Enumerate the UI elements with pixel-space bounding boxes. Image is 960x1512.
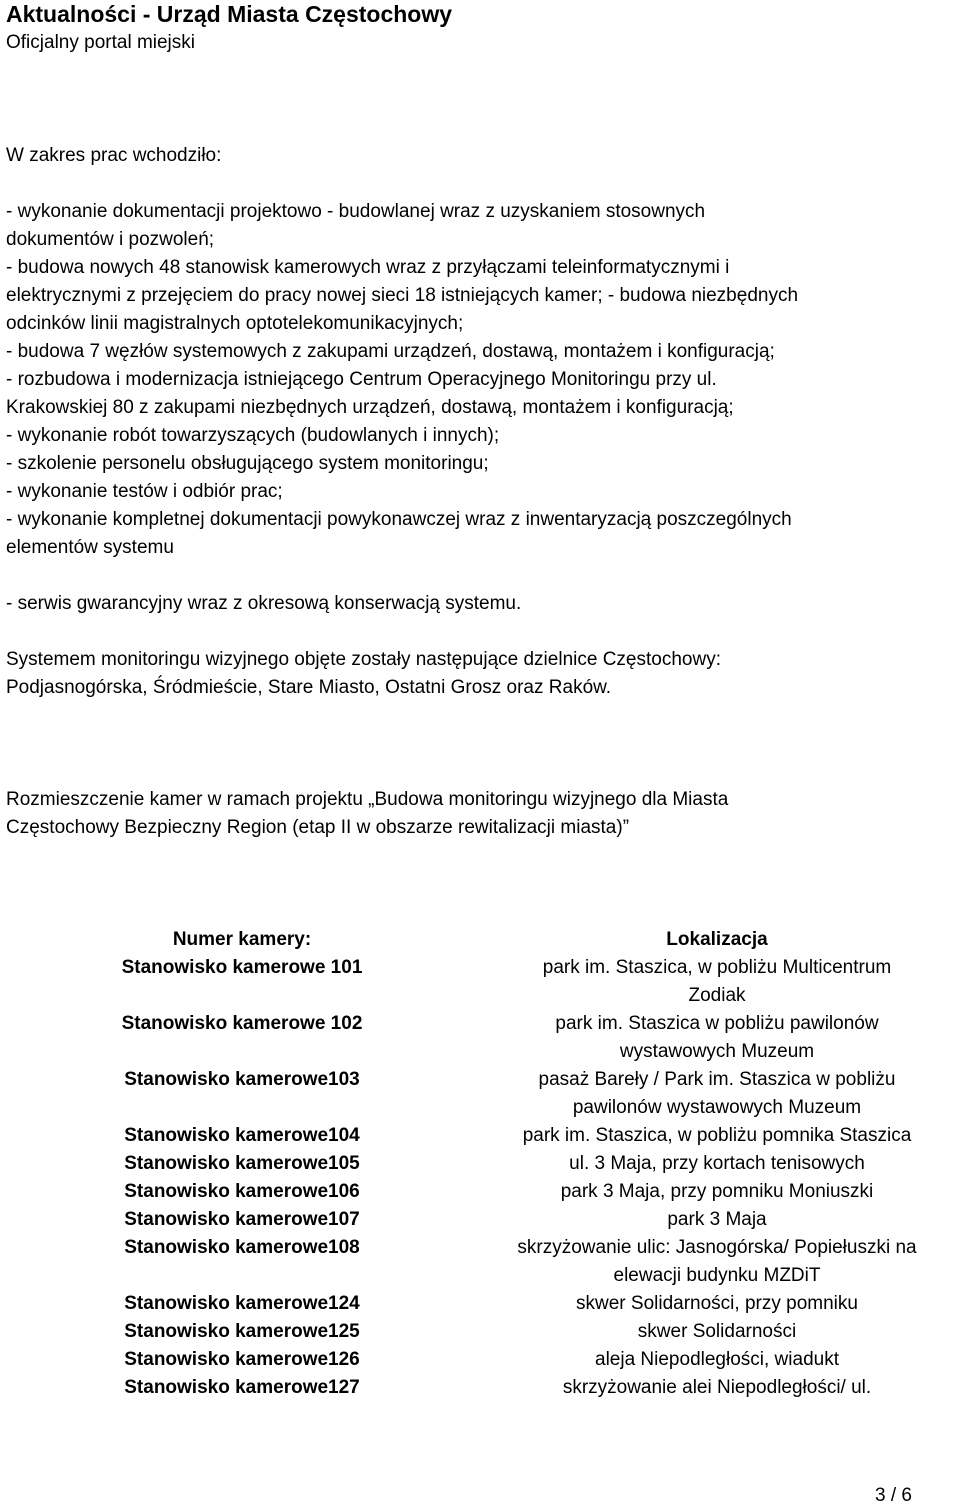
location-line: ul. 3 Maja, przy kortach tenisowych [569,1153,865,1174]
scope-line: - budowa nowych 48 stanowisk kamerowych wraz z przyłączami teleinformatycznymi i [6,257,730,278]
location-line: park im. Staszica, w pobliżu pomnika Staszica [522,1125,912,1146]
camera-location [478,1374,956,1402]
location-line: wystawowych Muzeum [619,1041,815,1062]
scope-line: - budowa 7 węzłów systemowych z zakupami urządzeń, dostawą, montażem i konfiguracją; [6,341,775,362]
camera-location [478,1122,956,1150]
districts-line: Systemem monitoringu wizyjnego objęte zostały następujące dzielnice Częstochowy: [6,649,721,670]
camera-name: Stanowisko kamerowe127 [124,1377,360,1398]
camera-name: Stanowisko kamerowe 101 [121,957,363,978]
scope-line: elektrycznymi z przejęciem do pracy nowej sieci 18 istniejących kamer; - budowa niezbędnych [6,285,799,306]
scope-line: - wykonanie kompletnej dokumentacji powykonawczej wraz z inwentaryzacją poszczególnych [6,509,792,530]
location-line: park 3 Maja [667,1209,767,1230]
camera-name: Stanowisko kamerowe 102 [121,1013,363,1034]
camera-name: Stanowisko kamerowe103 [124,1069,360,1090]
location-line: pawilonów wystawowych Muzeum [572,1097,862,1118]
camera-name: Stanowisko kamerowe104 [124,1125,360,1146]
scope-line: - wykonanie dokumentacji projektowo - budowlanej wraz z uzyskaniem stosownych [6,201,706,222]
scope-line: dokumentów i pozwoleń; [6,229,215,250]
location-line: elewacji budynku MZDiT [613,1265,821,1286]
scope-line: odcinków linii magistralnych optotelekomunikacyjnych; [6,313,464,334]
camera-location [478,1010,956,1066]
location-line: Zodiak [688,985,746,1006]
camera-location [478,1066,956,1122]
column-header-camera: Numer kamery: [172,929,312,950]
warranty-line: - serwis gwarancyjny wraz z okresową konserwacją systemu. [6,593,522,614]
scope-line: - rozbudowa i modernizacja istniejącego Centrum Operacyjnego Monitoringu przy ul. [6,369,717,390]
camera-name: Stanowisko kamerowe105 [124,1153,360,1174]
intro-text: W zakres prac wchodziło: [6,145,222,166]
project-heading: Rozmieszczenie kamer w ramach projektu „Budowa monitoringu wizyjnego dla Miasta [6,789,729,810]
location-line: skwer Solidarności, przy pomniku [576,1293,858,1314]
camera-name: Stanowisko kamerowe124 [124,1293,360,1314]
location-line: pasaż Bareły / Park im. Staszica w pobliżu [538,1069,896,1090]
location-line: park 3 Maja, przy pomniku Moniuszki [560,1181,874,1202]
location-line: park im. Staszica, w pobliżu Multicentrum [542,957,892,978]
page-subtitle: Oficjalny portal miejski [6,32,195,53]
camera-location [478,1234,956,1290]
location-line: skwer Solidarności [637,1321,797,1342]
page-title: Aktualności - Urząd Miasta Częstochowy [6,1,453,27]
camera-location [478,1206,956,1234]
location-line: aleja Niepodległości, wiadukt [595,1349,839,1370]
scope-line: - wykonanie robót towarzyszących (budowlanych i innych); [6,425,500,446]
camera-name: Stanowisko kamerowe107 [124,1209,360,1230]
camera-name: Stanowisko kamerowe108 [124,1237,360,1258]
camera-name: Stanowisko kamerowe125 [124,1321,360,1342]
scope-line: - wykonanie testów i odbiór prac; [6,481,283,502]
page-number: 3 / 6 [875,1485,912,1506]
camera-location [478,954,956,1010]
districts-line: Podjasnogórska, Śródmieście, Stare Miasto, Ostatni Grosz oraz Raków. [6,677,612,698]
camera-location [478,1178,956,1206]
camera-location [478,1290,956,1318]
location-line: skrzyżowanie alei Niepodległości/ ul. [562,1377,872,1398]
camera-name: Stanowisko kamerowe106 [124,1181,360,1202]
camera-location [478,1346,956,1374]
scope-line: - szkolenie personelu obsługującego system monitoringu; [6,453,489,474]
location-line: skrzyżowanie ulic: Jasnogórska/ Popiełuszki na [517,1237,917,1258]
column-header-location: Lokalizacja [666,929,768,950]
camera-name: Stanowisko kamerowe126 [124,1349,360,1370]
scope-line: Krakowskiej 80 z zakupami niezbędnych urządzeń, dostawą, montażem i konfiguracją; [6,397,734,418]
camera-location [478,1150,956,1178]
project-heading: Częstochowy Bezpieczny Region (etap II w obszarze rewitalizacji miasta)” [6,817,630,838]
scope-line: elementów systemu [6,537,174,558]
location-line: park im. Staszica w pobliżu pawilonów [555,1013,879,1034]
camera-location [478,1318,956,1346]
